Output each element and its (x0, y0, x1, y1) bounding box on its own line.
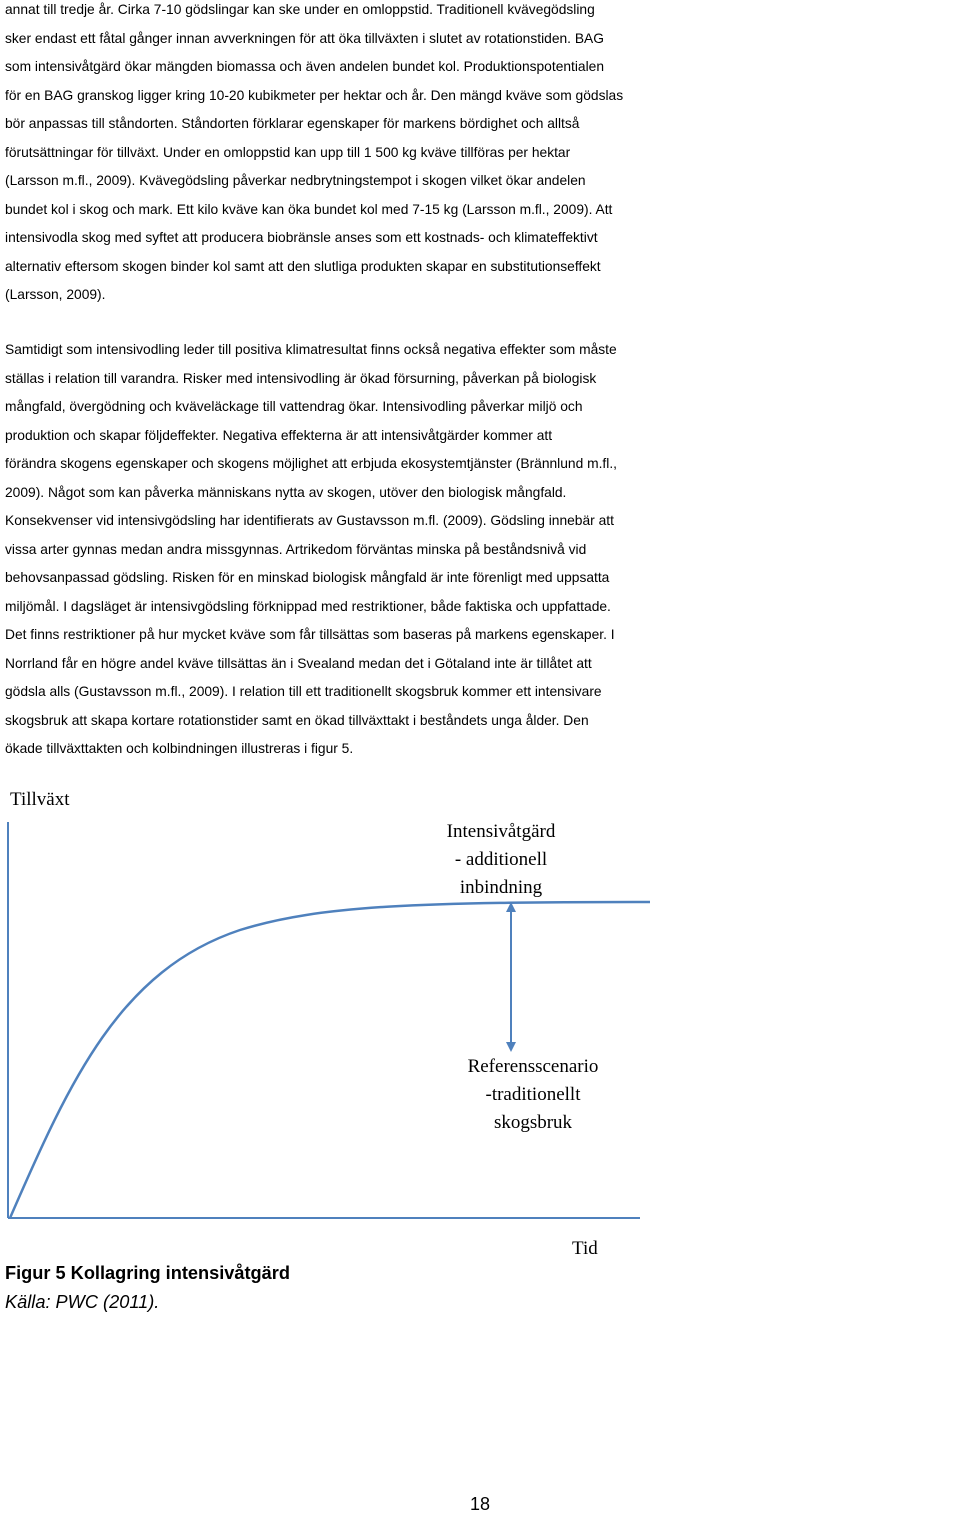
text-line: alternativ eftersom skogen binder kol samt att den slutliga produkten skapar en substitutionseffekt (5, 258, 601, 274)
figure-caption-source: Källa: PWC (2011). (5, 1292, 160, 1312)
text-line: bör anpassas till ståndorten. Ståndorten förklarar egenskaper för markens bördighet och alltså (5, 116, 580, 131)
text-line: (Larsson m.fl., 2009). Kvävegödsling påverkar nedbrytningstempot i skogen vilket ökar andelen (5, 173, 586, 188)
text-line: för en BAG granskog ligger kring 10-20 kubikmeter per hektar och år. Den mängd kväve som gödslas (5, 87, 624, 103)
text-line: skogsbruk att skapa kortare rotationstider samt en ökad tillväxttakt i beståndets unga ålder. Den (5, 712, 589, 728)
text-line: bundet kol i skog och mark. Ett kilo kväve kan öka bundet kol med 7-15 kg (Larsson m.fl., 2009). Att (5, 201, 613, 217)
text-line: ställas i relation till varandra. Risker med intensivodling är ökad försurning, påverkan på biologisk (5, 370, 597, 386)
text-line: Det finns restriktioner på hur mycket kväve som får tillsättas som baseras på markens egenskaper. I (5, 627, 615, 642)
y-axis-label: Tillväxt (10, 789, 70, 810)
text-line: 2009). Något som kan påverka människans nytta av skogen, utöver den biologisk mångfald. (5, 484, 567, 500)
text-line: förutsättningar för tillväxt. Under en omloppstid kan upp till 1 500 kg kväve tillföras per hektar (5, 144, 571, 160)
text-line: Norrland får en högre andel kväve tillsättas än i Svealand medan det i Götaland inte är tillåtet att (5, 655, 592, 671)
text-line: som intensivåtgärd ökar mängden biomassa och även andelen bundet kol. Produktionspotentialen (5, 59, 605, 74)
paragraph-1 (5, 0, 960, 310)
reference-scenario-label: Referensscenario -traditionellt skogsbruk (467, 1056, 599, 1133)
text-line: annat till tredje år. Cirka 7-10 gödslingar kan ske under en omloppstid. Traditionell kvävegödsling (5, 2, 595, 17)
text-line: behovsanpassad gödsling. Risken för en minskad biologisk mångfald är inte förenligt med uppsatta (5, 570, 610, 585)
text-line: vissa arter gynnas medan andra missgynnas. Artrikedom förväntas minska på beståndsnivå vid (5, 541, 587, 557)
text-line: ökade tillväxttakten och kolbindningen illustreras i figur 5. (5, 741, 354, 756)
text-line: miljömål. I dagsläget är intensivgödsling förknippad med restriktioner, både faktiska och uppfattade. (5, 598, 611, 614)
text-line: Konsekvenser vid intensivgödsling har identifierats av Gustavsson m.fl. (2009). Gödsling innebär att (5, 513, 614, 528)
text-line: Samtidigt som intensivodling leder till positiva klimatresultat finns också negativa effekter som måste (5, 342, 617, 357)
text-line: (Larsson, 2009). (5, 287, 106, 302)
page-number: 18 (469, 1494, 491, 1514)
x-axis-label: Tid (572, 1238, 598, 1259)
arrow-head-down (506, 1042, 516, 1052)
text-line: mångfald, övergödning och kväveläckage till vattendrag ökar. Intensivodling påverkar miljö och (5, 399, 583, 414)
text-line: produktion och skapar följdeffekter. Negativa effekterna är att intensivåtgärder kommer att (5, 427, 553, 443)
text-line: sker endast ett fåtal gånger innan avverkningen för att öka tillväxten i slutet av rotationstiden. BAG (5, 30, 604, 46)
figure-5 (0, 780, 660, 1260)
intensive-measure-label: Intensivåtgärd - additionell inbindning (446, 821, 556, 898)
text-line: gödsla alls (Gustavsson m.fl., 2009). I relation till ett traditionellt skogsbruk kommer ett intensivare (5, 684, 602, 699)
figure-caption-title: Figur 5 Kollagring intensivåtgärd (5, 1263, 290, 1283)
paragraph-2 (5, 336, 960, 764)
text-line: intensivodla skog med syftet att producera biobränsle anses som ett kostnads- och klimateffektivt (5, 230, 598, 245)
text-line: förändra skogens egenskaper och skogens möjlighet att erbjuda ekosystemtjänster (Brännlund m.fl., (5, 456, 617, 471)
